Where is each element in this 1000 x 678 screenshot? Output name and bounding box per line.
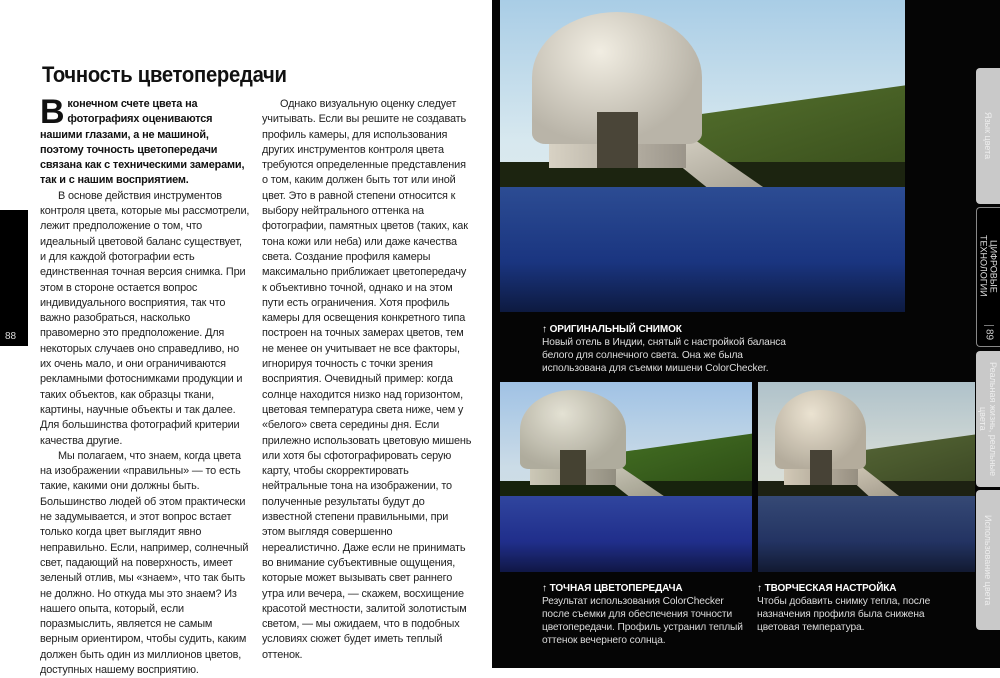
tab-label: ЦИФРОВЫЕ ТЕХНОЛОГИИ [978, 235, 999, 297]
body-paragraph: Мы полагаем, что знаем, когда цвета на изображении «правильны» — то есть такие, какими они должны быть. Большинство людей об этом практически не задумывается, и этот вопрос встает только когда цвет выглядит явно неправильно. Если, например, солнечный свет, падающий на поверхность, имеет зеленый отлив, мы «знаем», что так быть не должно. Но откуда мы это знаем? Из нашего опыта, который, если поразмыслить, является не самым верным ориентиром, чтобы судить, каким должен быть один из миллионов цветов, доступных нашему восприятию. [40, 449, 249, 676]
tab-label: Язык цвета [983, 112, 993, 160]
tab-using-color[interactable] [976, 490, 1000, 630]
drop-cap: В [40, 93, 65, 131]
page-title: Точность цветопередачи [42, 62, 287, 87]
tab-label: Реальная жизнь, реальные цвета [978, 361, 998, 477]
body-paragraph: В основе действия инструментов контроля цвета, которые мы рассмотрели, лежит предположение о том, что идеальный цветовой баланс существует, и для каждой фотографии есть единственная точная версия снимка. При этом в стороне остается вопрос индивидуального восприятия, так что важно разобраться, насколько правомерно это предположение. Для некоторых случаев оно справедливо, но их очень мало, и они ограничиваются рекламными фотоснимками продукции и таких объектов, как образцы ткани, картины, научные объекты и так далее. Для большинства фотографий критерии качества другие. [40, 189, 250, 447]
caption-heading: ↑ ТВОРЧЕСКАЯ НАСТРОЙКА [757, 583, 897, 594]
left-page [0, 0, 492, 676]
left-section-bar [0, 210, 28, 346]
text-column-2 [262, 97, 472, 663]
page-number-left: 88 [5, 331, 17, 342]
caption-heading: ↑ ТОЧНАЯ ЦВЕТОПЕРЕДАЧА [542, 583, 683, 594]
tab-label: Использование цвета [983, 514, 993, 606]
lead-paragraph [40, 93, 250, 189]
caption-creative [757, 582, 957, 634]
caption-accurate [542, 582, 747, 647]
tab-real-life-colors[interactable] [976, 351, 1000, 487]
body-paragraph: Однако визуальную оценку следует учитывать. Если вы решите не создавать профиль камеры, для использования других инструментов контроля цвета требуются определенные представления о том, каким должен быть тот или иной цвет. Это в равной степени относится к выбору нейтрального оттенка на фотографии, памятных цветов (таких, как тона кожи или неба) или даже качества света. Создание профиля камеры максимально приближает цветопередачу к объективно точной, однако и на этом пути есть ограничения. Хотя профиль камеры для освещения конкретного типа построен на точных замерах цветов, тем не менее он учитывает не все факторы, игнорируя точность с точки зрения восприятия. Очевидный пример: когда солнце находится низко над горизонтом, цветовая температура света ниже, чем у «белого» света середины дня. Если прилежно использовать цветовую мишень или хотя бы сфотографировать серую карту, чтобы скорректировать нейтральные тона на изображении, то полученные результаты будут до известной степени правильными, при этом выглядя совершенно нереалистично. Даже если не принимать во внимание субъективные ощущения, которые может вызывать свет раннего утра или вечера, — скажем, восхищение красотой местности, залитой золотистым светом, — мы ожидаем, что в подобных условиях сюжет будет иметь теплый оттенок. [262, 98, 472, 661]
caption-original [542, 323, 802, 375]
caption-text: Новый отель в Индии, снятый с настройкой баланса белого для солнечного света. Она же была использована для съемки мишени ColorChecker. [542, 337, 786, 374]
tab-digital-technologies[interactable] [976, 207, 1000, 347]
caption-text: Результат использования ColorChecker после съемки для обеспечения точности цветопередачи. Профиль устранил теплый оттенок вечернего солнца. [542, 596, 743, 646]
photo-accurate [500, 382, 752, 572]
photo-creative [758, 382, 975, 572]
page-number-right: 89 [984, 325, 994, 340]
tab-color-language[interactable] [976, 68, 1000, 204]
text-column-1 [40, 93, 250, 678]
lead-text: конечном счете цвета на фотографиях оцениваются нашими глазами, а не машиной, поэтому точность цветопередачи связана как с техническими замерами, так и с нашим восприятием. [40, 98, 245, 187]
caption-heading: ↑ ОРИГИНАЛЬНЫЙ СНИМОК [542, 324, 682, 335]
caption-text: Чтобы добавить снимку тепла, после назначения профиля была снижена цветовая температура. [757, 596, 931, 633]
photo-original [500, 0, 905, 312]
